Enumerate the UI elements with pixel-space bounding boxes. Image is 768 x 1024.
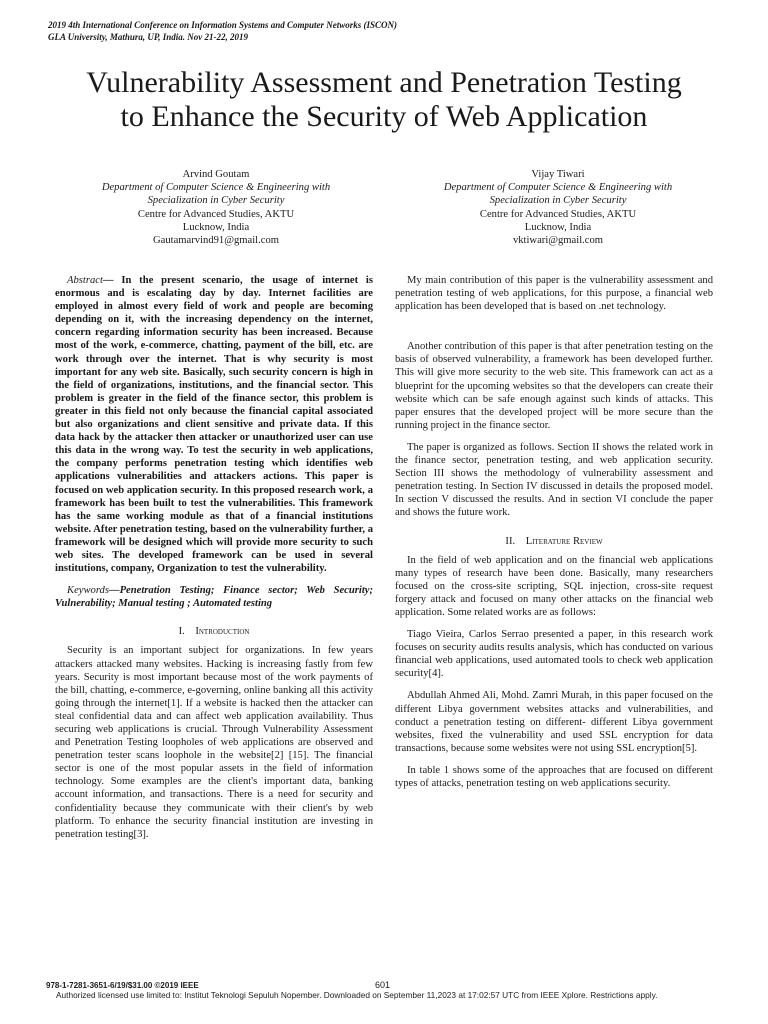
intro-paragraph: Security is an important subject for organizations. In few years attackers attacked many websites. Hacking is increasing fastly from few years. Security is most important because most of the work payments of the bill, chatting, e-commerce, e-governing, online banking all this activity going through the internet[1]. If a website is hacked then the attacker can steal confidential data and can affect web application availability. Thus securing web applications is crucial. Through Vulnerability Assessment and Penetration Testing loopholes of web applications are observed and penetration tester scans loophole in the website[2] [15]. The financial sector is one of the most popular assets in the field of information technology. Some examples are the client's important data, banking account information, and transactions. There is a need for security and confidentiality because they communicate with their client's by web platform. To enhance the security financial institution are investing in penetration testing[3]. <box>55 645 373 840</box>
keywords-label: Keywords <box>67 585 109 597</box>
author-city: Lucknow, India <box>182 221 250 233</box>
section-heading-introduction <box>55 625 373 638</box>
section-numeral: II. <box>505 535 516 547</box>
author-centre: Centre for Advanced Studies, AKTU <box>137 208 295 220</box>
contribution-paragraph-1: My main contribution of this paper is the vulnerability assessment and penetration testing of web applications, for this purpose, a financial web application has been developed that is based on .net technology. <box>395 275 713 313</box>
conference-line-1: 2019 4th International Conference on Information Systems and Computer Networks (ISCON) <box>48 20 398 30</box>
section-heading-literature-review <box>395 535 713 548</box>
conference-line-2: GLA University, Mathura, UP, India. Nov 21-22, 2019 <box>48 32 249 42</box>
left-column <box>55 274 373 841</box>
author-name: Arvind Goutam <box>182 169 250 180</box>
abstract <box>55 274 373 575</box>
author-block-2 <box>408 168 708 247</box>
literature-paragraph-4: In table 1 shows some of the approaches that are focused on different types of attacks, penetration testing on web applications security. <box>395 764 713 789</box>
abstract-label: Abstract <box>67 275 103 286</box>
abstract-text: — In the present scenario, the usage of internet is enormous and is escalating day by day. Internet facilities are employed in almost every field of work and people are becoming depending on it, with the increasing dependency on the internet, concern regarding information security has been increased. Because most of the work, e-commerce, chatting, payment of the bill, etc. are work through over the internet. That is why security is most important for any web site. Basically, such security concern is high in the field of organizations, institutions, and the financial sector. This problem is greater in the field of the finance sector, this problem is greater in this field not only because the financial capital associated but also organizations and client sensitive and private data. If this data hack by the attacker then attacker or unauthorized user can use this data in the wrong way. To test the security in web applications, the company performs penetration testing which identifies web applications vulnerabilities and attackers actions. This paper is focused on web application security. In this proposed research work, a framework has been built to test the vulnerabilities. This framework has the same working module as that of a financial institutions website. After penetration testing, based on the vulnerability further, a framework will be designed which will provide more security to such web sites. The developed framework can be used in several institutions, company, Organization to test the vulnerability. <box>55 275 373 575</box>
literature-paragraph-1: In the field of web application and on the financial web applications many types of research have been done. Basically, many researchers focused on the cross-site scripting, SQL injection, cross-site request forgery attack and focused on many other attacks on the financial web application. Some related works are as follows: <box>395 554 713 618</box>
section-numeral: I. <box>178 626 185 638</box>
author-name: Vijay Tiwari <box>531 169 585 180</box>
author-dept-1: Department of Computer Science & Engineering with <box>101 182 331 194</box>
author-dept-2: Specialization in Cyber Security <box>489 195 627 207</box>
title-line-1: Vulnerability Assessment and Penetration Testing <box>86 66 682 99</box>
title-line-2: to Enhance the Security of Web Application <box>120 100 648 133</box>
right-column <box>395 274 713 790</box>
license-notice: Authorized licensed use limited to: Institut Teknologi Sepuluh Nopember. Downloaded on September 11,2023 at 17:02:57 UTC from IEEE Xplore. Restrictions apply. <box>56 990 658 1000</box>
author-dept-1: Department of Computer Science & Engineering with <box>443 182 673 194</box>
organization-paragraph: The paper is organized as follows. Section II shows the related work in the finance sector, penetration testing, and web application security. Section III shows the methodology of vulnerability assessment and penetration testing. In Section IV discussed in details the proposed model. In section V discussed the results. And in section VI conclude the paper and shows the future work. <box>395 441 713 519</box>
section-title: Literature Review <box>525 535 603 547</box>
page-number: 601 <box>375 980 391 990</box>
author-email: Gautamarvind91@gmail.com <box>153 235 279 247</box>
literature-paragraph-3: Abdullah Ahmed Ali, Mohd. Zamri Murah, in this paper focused on the different Libya government websites attacks and vulnerabilities, and conduct a penetration testing on different- different Libya government websites, fixed the vulnerability and used SSL encryption for data transactions, because some websites were not using SSL encryption[5]. <box>395 690 713 754</box>
author-dept-2: Specialization in Cyber Security <box>147 195 285 207</box>
author-city: Lucknow, India <box>524 221 592 233</box>
paper-title <box>0 66 768 134</box>
isbn-footer: 978-1-7281-3651-6/19/$31.00 ©2019 IEEE <box>46 981 199 990</box>
author-email: vktiwari@gmail.com <box>512 235 604 247</box>
contribution-paragraph-2: Another contribution of this paper is that after penetration testing on the basis of observed vulnerability, a framework has been developed further. This will give more security to the web site. This framework can act as a blueprint for the upcoming websites so that the developers can create their website which can be safe enough against such kinds of attacks. This paper ensures that the developed project will be more secure than the running project in the finance sector. <box>395 341 713 431</box>
literature-paragraph-2: Tiago Vieira, Carlos Serrao presented a paper, in this research work focuses on security audits results analysis, which has conducted on various financial web applications, used automated tools to check web application security[4]. <box>395 629 713 680</box>
section-title: Introduction <box>195 626 250 638</box>
author-centre: Centre for Advanced Studies, AKTU <box>479 208 637 220</box>
keywords <box>55 584 373 610</box>
author-block-1 <box>66 168 366 247</box>
keywords-text: —Penetration Testing; Finance sector; Web Security; Vulnerability; Manual testing ; Automated testing <box>55 585 373 610</box>
conference-header <box>48 19 397 43</box>
